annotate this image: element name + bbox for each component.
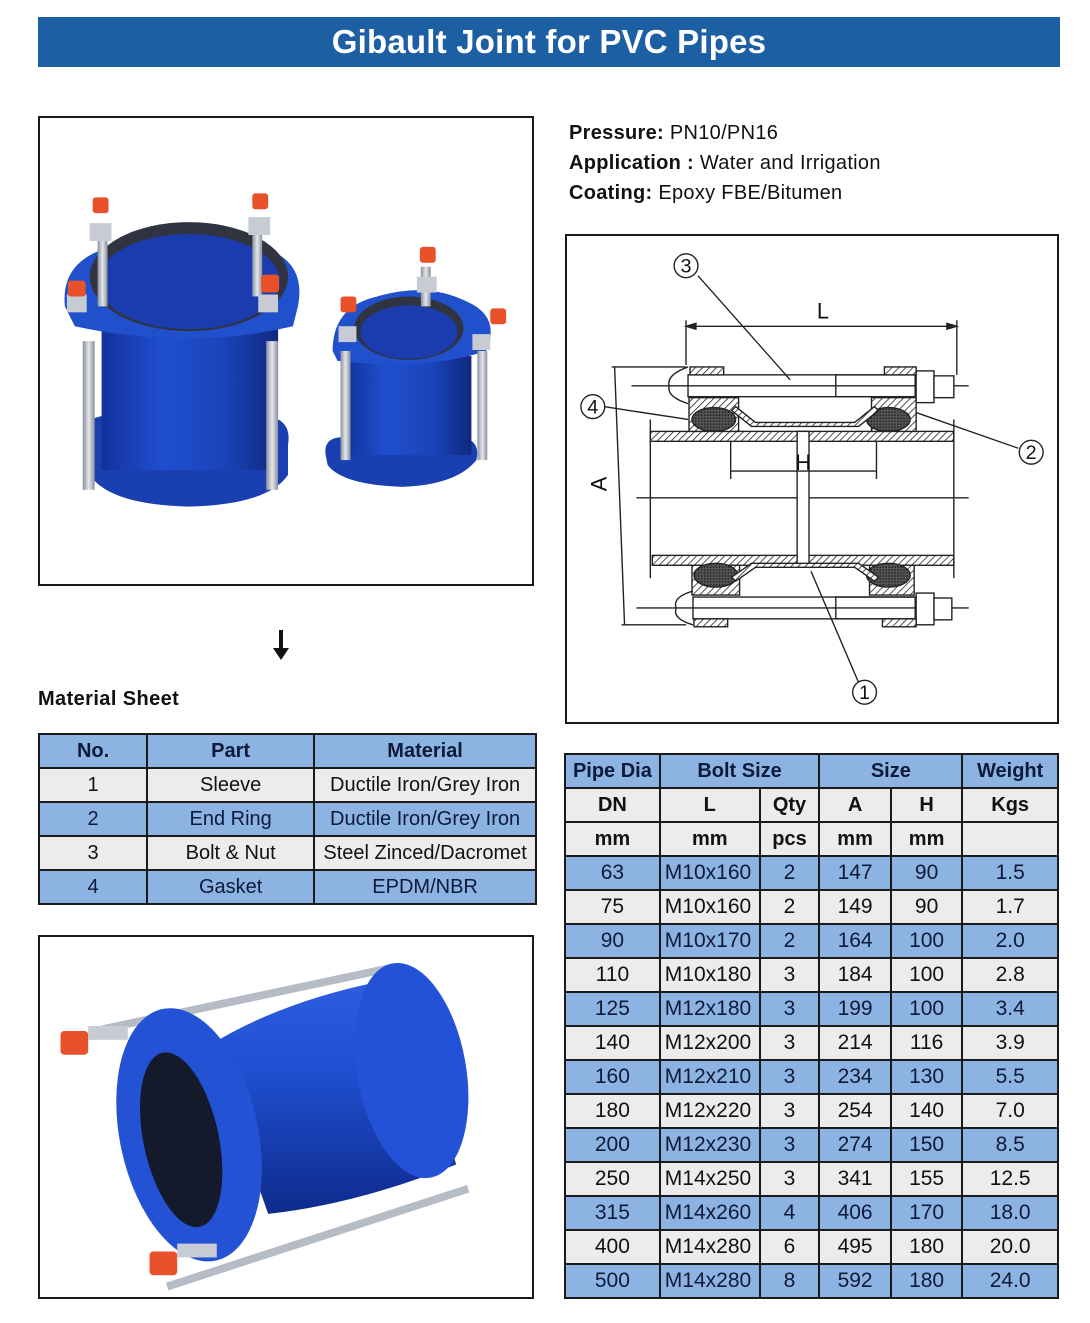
cell-a: 214 [819, 1026, 891, 1060]
cell-weight: 2.0 [962, 924, 1058, 958]
unit-qty: pcs [760, 822, 820, 856]
table-row [39, 870, 536, 904]
table-row [565, 1196, 1058, 1230]
cell-bolt-l: M12x210 [660, 1060, 760, 1094]
cell-qty: 2 [760, 890, 820, 924]
cell-qty: 3 [760, 992, 820, 1026]
cell-qty: 3 [760, 1094, 820, 1128]
cell-material: Steel Zinced/Dacromet [314, 836, 536, 870]
pressure-value: PN10/PN16 [669, 122, 779, 144]
cell-bolt-l: M14x250 [660, 1162, 760, 1196]
cell-bolt-l: M12x230 [660, 1128, 760, 1162]
unit-a: mm [819, 822, 891, 856]
coating-value: Epoxy FBE/Bitumen [658, 182, 843, 204]
cell-qty: 2 [760, 856, 820, 890]
gibault-joints-image [40, 118, 532, 584]
units-row [565, 822, 1058, 856]
cell-bolt-l: M14x260 [660, 1196, 760, 1230]
cell-dn: 180 [565, 1094, 660, 1128]
dimension-l: L [816, 298, 829, 324]
cell-material: Ductile Iron/Grey Iron [314, 802, 536, 836]
header-size: Size [819, 754, 962, 788]
cell-a: 199 [819, 992, 891, 1026]
cell-h: 100 [891, 958, 963, 992]
cell-material: Ductile Iron/Grey Iron [314, 768, 536, 802]
cell-qty: 3 [760, 1026, 820, 1060]
cell-weight: 20.0 [962, 1230, 1058, 1264]
cell-dn: 75 [565, 890, 660, 924]
cell-dn: 315 [565, 1196, 660, 1230]
cell-material: EPDM/NBR [314, 870, 536, 904]
cell-a: 254 [819, 1094, 891, 1128]
cell-qty: 3 [760, 1162, 820, 1196]
cell-weight: 2.8 [962, 958, 1058, 992]
cell-h: 130 [891, 1060, 963, 1094]
cell-h: 140 [891, 1094, 963, 1128]
cell-h: 155 [891, 1162, 963, 1196]
header-h: H [891, 788, 963, 822]
callout-4: 4 [587, 396, 599, 419]
sub-header-row [565, 788, 1058, 822]
cell-h: 116 [891, 1026, 963, 1060]
technical-drawing [565, 234, 1059, 724]
cell-bolt-l: M12x200 [660, 1026, 760, 1060]
cell-dn: 400 [565, 1230, 660, 1264]
cell-weight: 18.0 [962, 1196, 1058, 1230]
cell-weight: 3.4 [962, 992, 1058, 1026]
coating-spec [569, 178, 881, 208]
cell-qty: 8 [760, 1264, 820, 1298]
cell-weight: 7.0 [962, 1094, 1058, 1128]
callout-1: 1 [859, 682, 871, 705]
cell-weight: 12.5 [962, 1162, 1058, 1196]
dimension-a: A [586, 476, 612, 492]
cell-bolt-l: M12x220 [660, 1094, 760, 1128]
pressure-label: Pressure: [569, 122, 664, 144]
header-part: Part [147, 734, 314, 768]
product-photo-side [38, 935, 534, 1299]
cell-a: 495 [819, 1230, 891, 1264]
callout-2: 2 [1025, 442, 1037, 465]
table-row [565, 1162, 1058, 1196]
page-title: Gibault Joint for PVC Pipes [38, 17, 1060, 67]
cell-h: 150 [891, 1128, 963, 1162]
cell-a: 147 [819, 856, 891, 890]
table-header-row [39, 734, 536, 768]
cell-qty: 2 [760, 924, 820, 958]
table-row [39, 768, 536, 802]
header-dn: DN [565, 788, 660, 822]
pressure-spec [569, 118, 881, 148]
cell-qty: 3 [760, 958, 820, 992]
cell-dn: 500 [565, 1264, 660, 1298]
cell-no: 2 [39, 802, 147, 836]
cell-a: 184 [819, 958, 891, 992]
cell-weight: 1.7 [962, 890, 1058, 924]
cell-qty: 3 [760, 1060, 820, 1094]
table-row [565, 1128, 1058, 1162]
table-row [565, 1060, 1058, 1094]
cell-weight: 1.5 [962, 856, 1058, 890]
callout-3: 3 [680, 255, 692, 278]
table-row [565, 1026, 1058, 1060]
cell-part: Gasket [147, 870, 314, 904]
header-qty: Qty [760, 788, 820, 822]
coating-label: Coating: [569, 182, 653, 204]
cell-bolt-l: M10x160 [660, 890, 760, 924]
cell-a: 149 [819, 890, 891, 924]
table-row [565, 890, 1058, 924]
cell-h: 170 [891, 1196, 963, 1230]
cell-dn: 250 [565, 1162, 660, 1196]
cell-weight: 8.5 [962, 1128, 1058, 1162]
cell-h: 90 [891, 890, 963, 924]
header-a: A [819, 788, 891, 822]
cell-dn: 110 [565, 958, 660, 992]
cell-dn: 140 [565, 1026, 660, 1060]
cell-dn: 125 [565, 992, 660, 1026]
cell-dn: 63 [565, 856, 660, 890]
cell-dn: 160 [565, 1060, 660, 1094]
cell-a: 406 [819, 1196, 891, 1230]
spec-summary [569, 118, 881, 208]
cross-section-diagram [567, 236, 1057, 722]
cell-a: 274 [819, 1128, 891, 1162]
dimension-table [564, 753, 1059, 1299]
header-weight: Weight [962, 754, 1058, 788]
cell-no: 1 [39, 768, 147, 802]
cell-bolt-l: M10x180 [660, 958, 760, 992]
table-row [39, 802, 536, 836]
table-row [565, 992, 1058, 1026]
material-sheet-title: Material Sheet [38, 688, 180, 710]
cell-no: 3 [39, 836, 147, 870]
cell-dn: 200 [565, 1128, 660, 1162]
unit-dn: mm [565, 822, 660, 856]
cell-h: 100 [891, 924, 963, 958]
dimension-h: H [795, 450, 811, 476]
header-kgs: Kgs [962, 788, 1058, 822]
cell-h: 180 [891, 1264, 963, 1298]
unit-h: mm [891, 822, 963, 856]
cell-bolt-l: M14x280 [660, 1230, 760, 1264]
table-row [565, 924, 1058, 958]
application-label: Application : [569, 152, 695, 174]
cell-part: Bolt & Nut [147, 836, 314, 870]
header-l: L [660, 788, 760, 822]
table-row [39, 836, 536, 870]
gibault-joint-side-image [40, 937, 532, 1297]
cell-weight: 24.0 [962, 1264, 1058, 1298]
table-row [565, 958, 1058, 992]
table-row [565, 1094, 1058, 1128]
cell-bolt-l: M10x160 [660, 856, 760, 890]
down-arrow-icon [270, 628, 292, 662]
unit-l: mm [660, 822, 760, 856]
cell-bolt-l: M12x180 [660, 992, 760, 1026]
header-no: No. [39, 734, 147, 768]
cell-weight: 3.9 [962, 1026, 1058, 1060]
table-row [565, 856, 1058, 890]
cell-a: 592 [819, 1264, 891, 1298]
cell-part: Sleeve [147, 768, 314, 802]
table-row [565, 1230, 1058, 1264]
cell-a: 234 [819, 1060, 891, 1094]
unit-kgs [962, 822, 1058, 856]
material-sheet-table [38, 733, 537, 905]
product-photo-pair [38, 116, 534, 586]
cell-bolt-l: M10x170 [660, 924, 760, 958]
cell-qty: 3 [760, 1128, 820, 1162]
cell-h: 180 [891, 1230, 963, 1264]
header-pipe-dia: Pipe Dia [565, 754, 660, 788]
cell-part: End Ring [147, 802, 314, 836]
group-header-row [565, 754, 1058, 788]
cell-h: 100 [891, 992, 963, 1026]
header-bolt-size: Bolt Size [660, 754, 820, 788]
cell-qty: 4 [760, 1196, 820, 1230]
header-material: Material [314, 734, 536, 768]
cell-a: 164 [819, 924, 891, 958]
application-spec [569, 148, 881, 178]
table-row [565, 1264, 1058, 1298]
cell-h: 90 [891, 856, 963, 890]
application-value: Water and Irrigation [699, 152, 881, 174]
cell-no: 4 [39, 870, 147, 904]
cell-dn: 90 [565, 924, 660, 958]
cell-a: 341 [819, 1162, 891, 1196]
cell-qty: 6 [760, 1230, 820, 1264]
cell-bolt-l: M14x280 [660, 1264, 760, 1298]
cell-weight: 5.5 [962, 1060, 1058, 1094]
dimension-table-body [565, 856, 1058, 1298]
